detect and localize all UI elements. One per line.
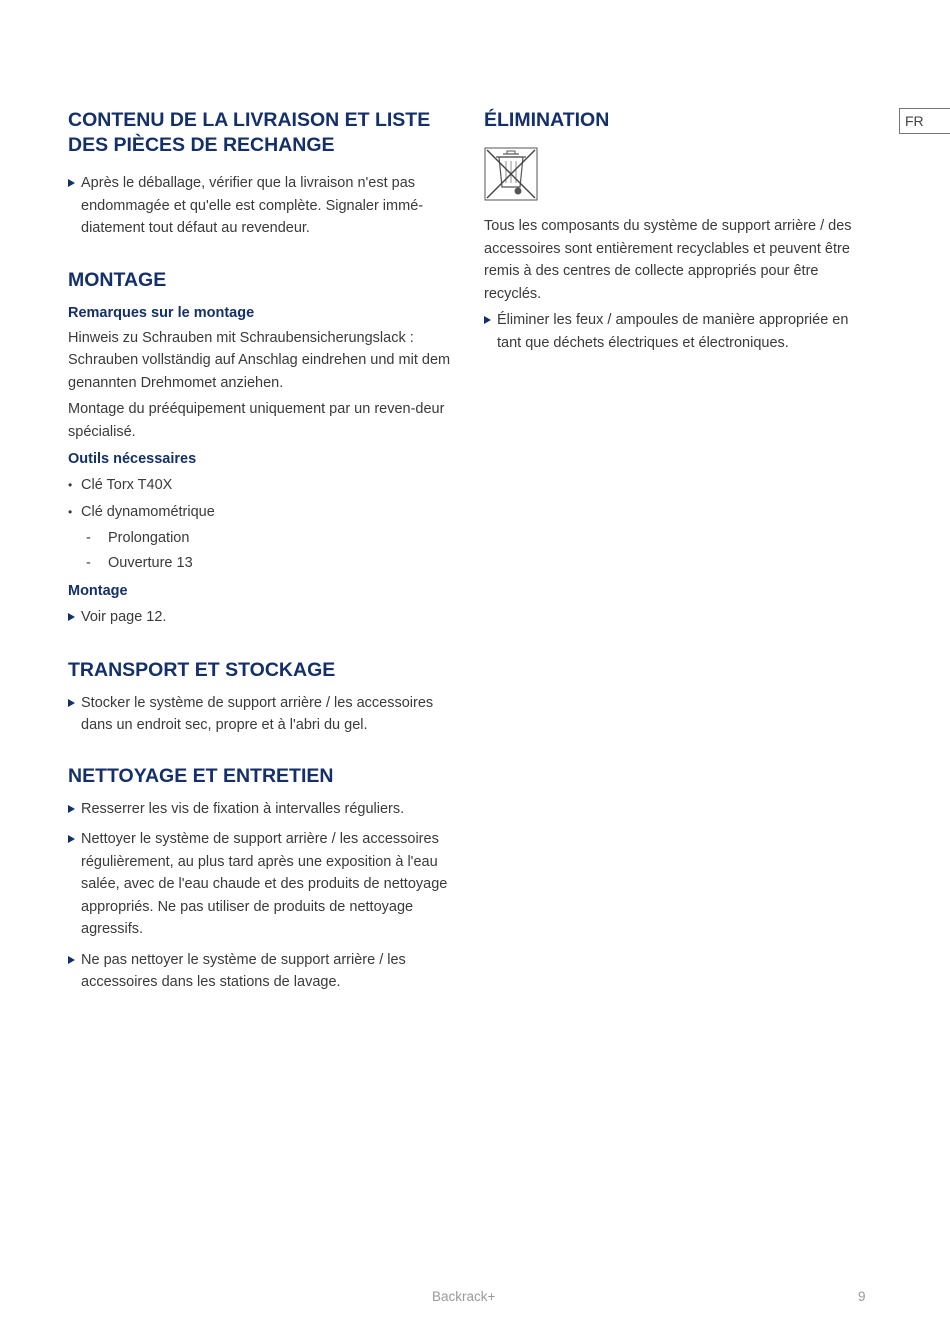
tools-subheading: Outils nécessaires — [68, 451, 197, 467]
tools-list — [68, 474, 453, 523]
crossed-out-bin-icon — [484, 147, 538, 201]
transport-list — [68, 692, 453, 737]
list-item: Resserrer les vis de fixation à intervalles réguliers. — [68, 798, 453, 821]
montage-heading: MONTAGE — [68, 268, 167, 291]
cleaning-heading: NETTOYAGE ET ENTRETIEN — [68, 764, 334, 787]
right-column — [484, 108, 869, 354]
remarks-paragraph: Hinweis zu Schrauben mit Schraubensicherungslack : Schrauben vollständig auf Anschlag eindrehen und mit dem genannten Drehmomet anziehen. — [68, 329, 451, 391]
language-tab: FR — [899, 108, 950, 134]
elimination-paragraph: Tous les composants du système de support arrière / des accessoires sont entièrement recyclables et peuvent être remis à des centres de collecte appropriés pour être recyclés. — [484, 218, 852, 302]
remarks-paragraph: Montage du prééquipement uniquement par un reven-deur spécialisé. — [68, 401, 445, 440]
cleaning-list — [68, 798, 453, 994]
delivery-list — [68, 172, 453, 240]
list-item: Voir page 12. — [68, 606, 453, 629]
delivery-heading: CONTENU DE LA LIVRAISON ET LISTE DES PIÈCES DE RECHANGE — [68, 109, 431, 156]
list-item: • Clé dynamométrique — [68, 501, 453, 524]
montage-subheading: Montage — [68, 583, 128, 599]
list-item: • Clé Torx T40X — [68, 474, 453, 497]
transport-heading: TRANSPORT ET STOCKAGE — [68, 658, 336, 681]
page-number: 9 — [858, 1289, 866, 1304]
left-column — [68, 108, 453, 994]
remarks-subheading: Remarques sur le montage — [68, 304, 255, 321]
footer-brand: Backrack+ — [432, 1289, 496, 1304]
list-item: Après le déballage, vérifier que la livraison n'est pas endommagée et qu'elle est complète. Signaler immé-diatement tout défaut au revendeur. — [68, 172, 453, 240]
elimination-list — [484, 309, 869, 354]
list-item: Ne pas nettoyer le système de support arrière / les accessoires dans les stations de lavage. — [68, 949, 453, 994]
list-item: Éliminer les feux / ampoules de manière appropriée en tant que déchets électriques et électroniques. — [484, 309, 869, 354]
list-item: - Prolongation — [68, 527, 453, 550]
subtools-list — [68, 527, 453, 574]
list-item: Stocker le système de support arrière / les accessoires dans un endroit sec, propre et à l'abri du gel. — [68, 692, 453, 737]
list-item: Nettoyer le système de support arrière / les accessoires régulièrement, au plus tard après une exposition à l'eau salée, avec de l'eau chaude et des produits de nettoyage appropriés. Ne pas utiliser de produits de nettoyage agressifs. — [68, 828, 453, 941]
list-item: - Ouverture 13 — [68, 552, 453, 575]
montage-list — [68, 606, 453, 629]
elimination-heading: ÉLIMINATION — [484, 109, 610, 131]
